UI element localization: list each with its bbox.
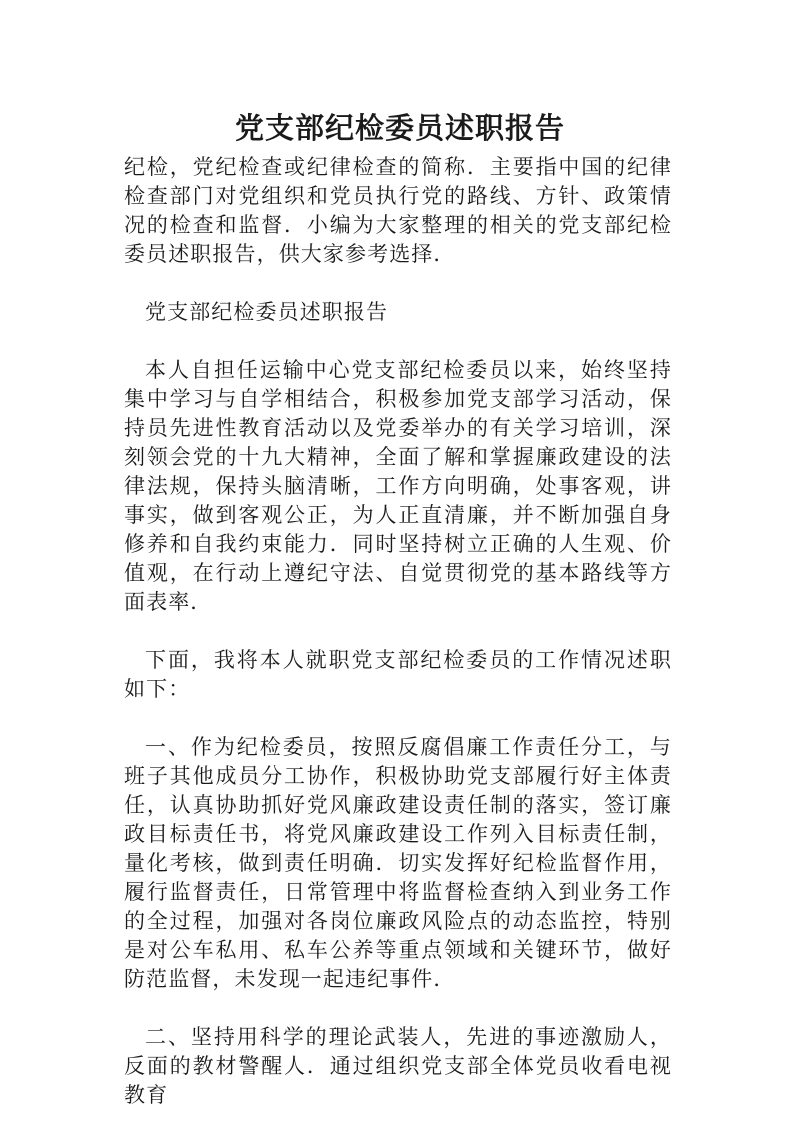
intro-paragraph: 纪检，党纪检查或纪律检查的简称．主要指中国的纪律检查部门对党组织和党员执行党的路线、方针、政策情况的检查和监督．小编为大家整理的相关的党支部纪检委员述职报告，供大家参考选择． xyxy=(124,155,672,266)
document-body xyxy=(124,153,672,1110)
body-paragraph: 本人自担任运输中心党支部纪检委员以来，始终坚持集中学习与自学相结合，积极参加党支部学习活动，保持员先进性教育活动以及党委举办的有关学习培训，深刻领会党的十九大精神，全面了解和掌握廉政建设的法律法规，保持头脑清晰，工作方向明确，处事客观，讲事实，做到客观公正，为人正直清廉，并不断加强自身修养和自我约束能力．同时坚持树立正确的人生观、价值观，在行动上遵纪守法、自觉贯彻党的基本路线等方面表率． xyxy=(124,358,672,614)
body-paragraph: 二、坚持用科学的理论武装人，先进的事迹激励人，反面的教材警醒人．通过组织党支部全体党员收看电视教育 xyxy=(124,1025,672,1107)
body-paragraph: 一、作为纪检委员，按照反腐倡廉工作责任分工，与班子其他成员分工协作，积极协助党支部履行好主体责任，认真协助抓好党风廉政建设责任制的落实，签订廉政目标责任书，将党风廉政建设工作列入目标责任制，量化考核，做到责任明确．切实发挥好纪检监督作用，履行监督责任，日常管理中将监督检查纳入到业务工作的全过程，加强对各岗位廉政风险点的动态监控，特别是对公车私用、私车公养等重点领域和关键环节，做好防范监督，未发现一起违纪事件． xyxy=(124,735,672,991)
body-paragraph: 下面，我将本人就职党支部纪检委员的工作情况述职如下： xyxy=(124,648,672,701)
document-title: 党支部纪检委员述职报告 xyxy=(234,111,565,145)
section-heading: 党支部纪检委员述职报告 xyxy=(145,300,389,324)
